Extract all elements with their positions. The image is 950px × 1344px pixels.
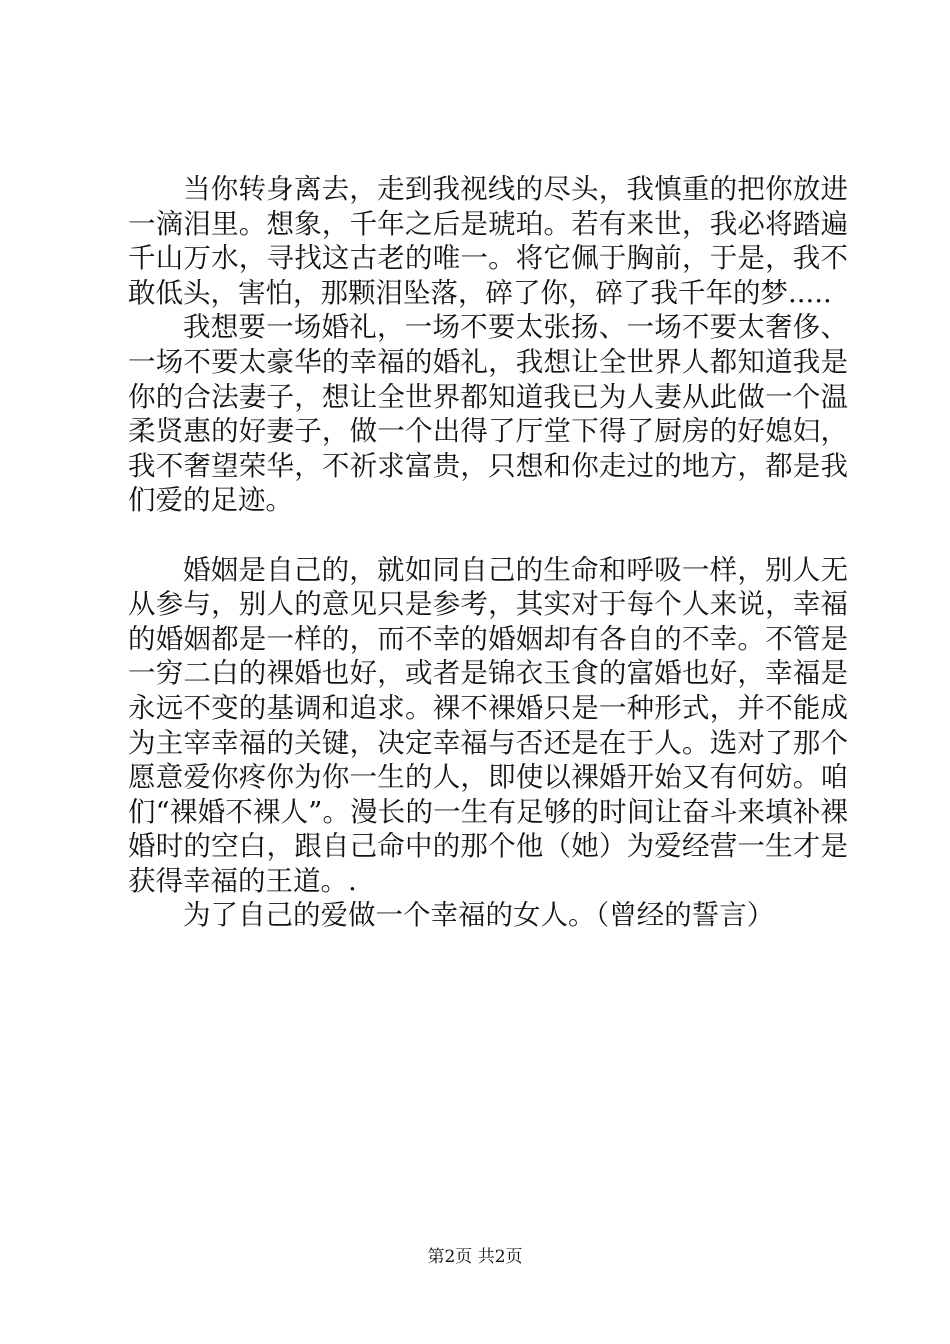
paragraph-4: 为了自己的爱做一个幸福的女人。（曾经的誓言） xyxy=(183,899,775,932)
paragraph-2: 我想要一场婚礼，一场不要太张扬、一场不要太奢侈、一场不要太豪华的幸福的婚礼，我想让全世界人都知道我是你的合法妻子，想让全世界都知道我已为人妻从此做一个温柔贤惠的好妻子，做一个出得了厅堂下得了厨房的好媳妇，我不奢望荣华，不祈求富贵，只想和你走过的地方，都是我们爱的足迹。 xyxy=(128,311,848,517)
document-body xyxy=(128,172,848,933)
page-footer: 第2页 共2页 xyxy=(427,1247,523,1267)
paragraph-1: 当你转身离去，走到我视线的尽头，我慎重的把你放进一滴泪里。想象，千年之后是琥珀。若有来世，我必将踏遍千山万水，寻找这古老的唯一。将它佩于胸前，于是，我不敢低头，害怕，那颗泪坠落，碎了你，碎了我千年的梦..... xyxy=(128,173,848,309)
paragraph-3: 婚姻是自己的，就如同自己的生命和呼吸一样，别人无从参与，别人的意见只是参考，其实对于每个人来说，幸福的婚姻都是一样的，而不幸的婚姻却有各自的不幸。不管是一穷二白的裸婚也好，或者是锦衣玉食的富婚也好，幸福是永远不变的基调和追求。裸不裸婚只是一种形式，并不能成为主宰幸福的关键，决定幸福与否还是在于人。选对了那个愿意爱你疼你为你一生的人，即使以裸婚开始又有何妨。咱们“裸婚不裸人”。漫长的一生有足够的时间让奋斗来填补裸婚时的空白，跟自己命中的那个他（她）为爱经营一生才是获得幸福的王道。. xyxy=(128,553,848,897)
